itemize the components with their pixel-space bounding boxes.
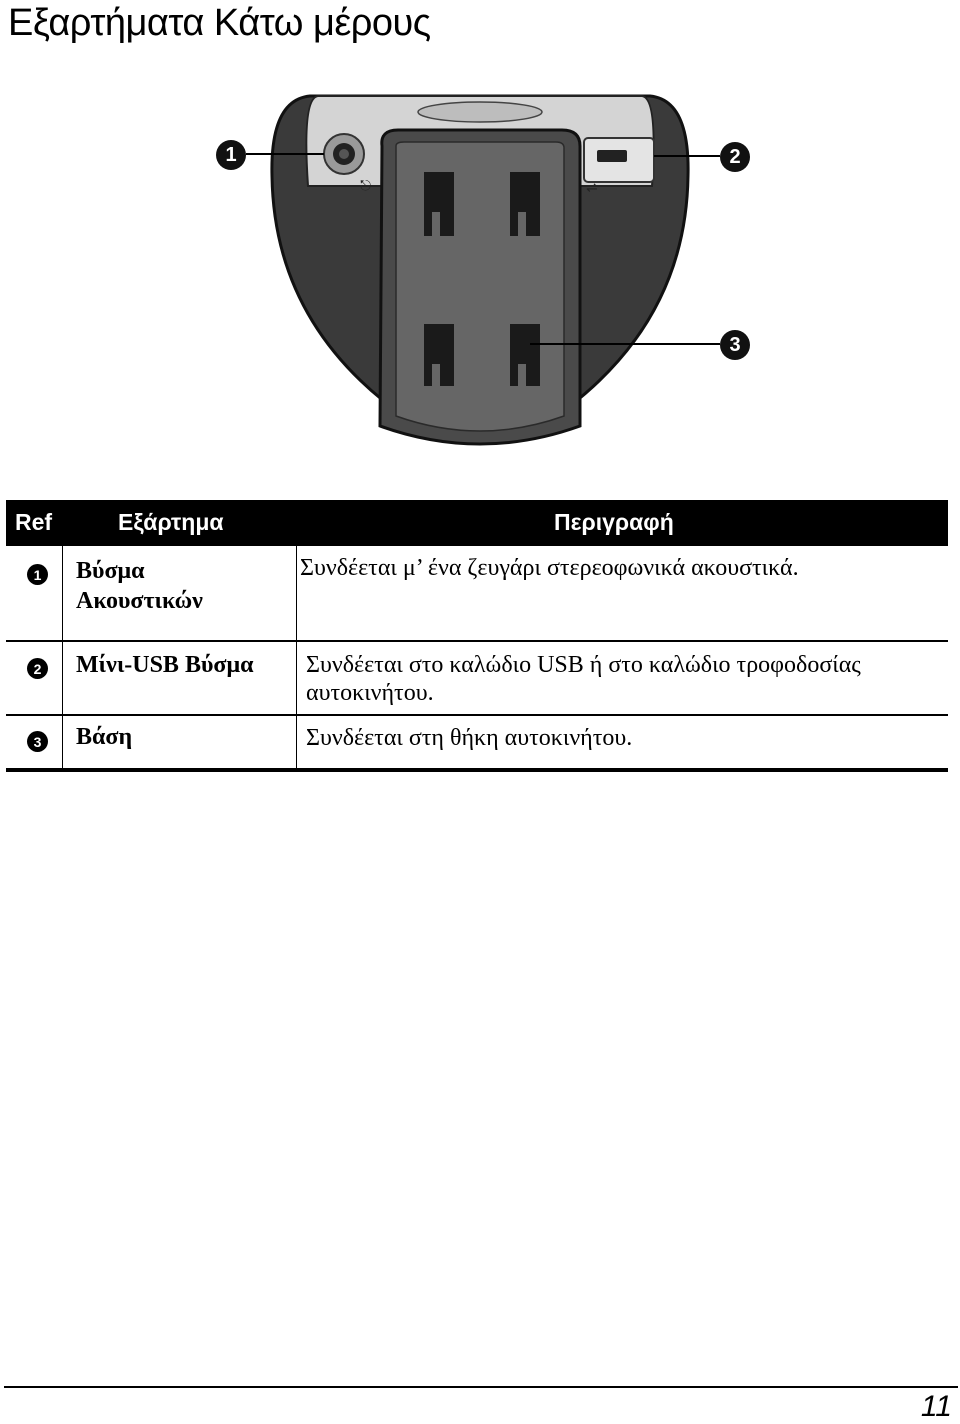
- page-title: Εξαρτήματα Κάτω μέρους: [8, 2, 431, 44]
- callout-2: 2: [720, 142, 750, 172]
- column-divider-component: [296, 546, 297, 770]
- row-2-description: Συνδέεται στο καλώδιο USB ή στο καλώδιο τροφοδοσίας αυτοκινήτου.: [306, 652, 861, 706]
- callout-3: 3: [720, 330, 750, 360]
- device-bottom-illustration: [200, 86, 760, 466]
- usb-icon: ⇌: [586, 180, 598, 196]
- column-divider-ref: [62, 546, 63, 770]
- table-header: [6, 500, 948, 546]
- table-bottom-border: [6, 768, 948, 772]
- row-number-1: 1: [27, 564, 48, 585]
- row-1-component: Βύσμα Ακουστικών: [76, 558, 203, 614]
- page-number: 11: [920, 1390, 952, 1423]
- row-divider-2: [6, 714, 948, 716]
- headphone-icon: ⎋: [360, 178, 372, 194]
- footer-rule: [4, 1386, 958, 1388]
- top-slot: [418, 102, 542, 122]
- device-drawing: [200, 86, 760, 466]
- row-2-component: Μίνι-USB Βύσμα: [76, 652, 254, 678]
- header-ref: Ref: [15, 509, 53, 535]
- row-1-description: Συνδέεται μ’ ένα ζευγάρι στερεοφωνικά ακουστικά.: [300, 555, 799, 581]
- row-3-description: Συνδέεται στη θήκη αυτοκινήτου.: [306, 725, 633, 751]
- row-number-2: 2: [27, 658, 48, 679]
- row-number-3: 3: [27, 731, 48, 752]
- header-description: Περιγραφή: [554, 509, 674, 535]
- row-divider-1: [6, 640, 948, 642]
- header-component: Εξάρτημα: [118, 509, 224, 535]
- row-3-component: Βάση: [76, 724, 133, 750]
- callout-1: 1: [216, 140, 246, 170]
